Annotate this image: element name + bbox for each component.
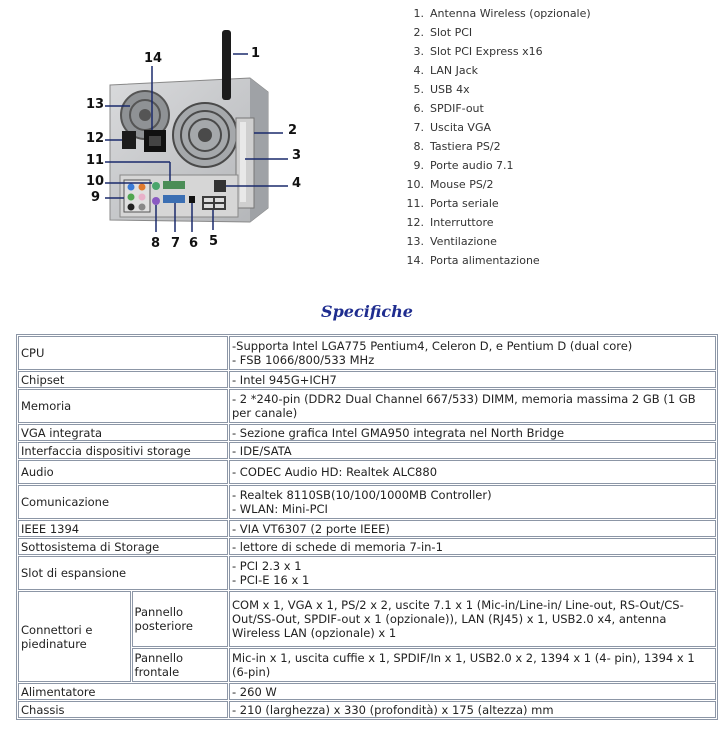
callout-label: 14	[144, 51, 163, 66]
table-row	[18, 520, 716, 537]
callout-label: 10	[86, 174, 105, 189]
spec-value: - Realtek 8110SB(10/100/1000MB Controller) - WLAN: Mini-PCI	[229, 485, 716, 519]
table-row	[18, 389, 716, 423]
callout-label: 4	[292, 176, 302, 191]
callout-label: 13	[86, 97, 105, 112]
legend-item: 8. Tastiera PS/2	[413, 140, 501, 153]
legend-item: 2. Slot PCI	[413, 26, 473, 39]
spec-value: - lettore di schede di memoria 7-in-1	[229, 538, 716, 555]
spec-table	[16, 334, 718, 720]
table-row	[18, 460, 716, 484]
table-row	[18, 424, 716, 441]
callout-label: 11	[86, 153, 105, 168]
rear-panel-figure	[0, 0, 724, 280]
spec-value: Mic-in x 1, uscita cuffie x 1, SPDIF/In x 1, USB2.0 x 2, 1394 x 1 (4- pin), 1394 x 1 (6-pin)	[229, 648, 716, 682]
spec-label: Interfaccia dispositivi storage	[18, 442, 228, 459]
spec-label: CPU	[18, 336, 228, 370]
spec-value: - IDE/SATA	[229, 442, 716, 459]
spec-label: Chassis	[18, 701, 228, 718]
callout-label: 2	[288, 123, 298, 138]
vga-port-icon	[163, 195, 185, 203]
legend-item: 14. Porta alimentazione	[406, 254, 540, 267]
legend-item: 6. SPDIF-out	[413, 102, 484, 115]
spec-value: - PCI 2.3 x 1 - PCI-E 16 x 1	[229, 556, 716, 590]
table-row	[18, 371, 716, 388]
spec-label: Sottosistema di Storage	[18, 538, 228, 555]
table-row	[18, 485, 716, 519]
spec-label: Chipset	[18, 371, 228, 388]
table-row	[18, 683, 716, 700]
legend-item: 12. Interruttore	[406, 216, 494, 229]
legend-item: 7. Uscita VGA	[413, 121, 492, 134]
power-switch-icon	[122, 131, 136, 149]
ps2-mouse-icon	[152, 182, 160, 190]
spec-value: - CODEC Audio HD: Realtek ALC880	[229, 460, 716, 484]
spec-value: - 260 W	[229, 683, 716, 700]
spec-label: Alimentatore	[18, 683, 228, 700]
table-row	[18, 591, 716, 647]
spec-sublabel: Pannello posteriore	[132, 591, 228, 647]
legend-item: 10. Mouse PS/2	[406, 178, 494, 191]
spec-value: - Sezione grafica Intel GMA950 integrata nel North Bridge	[229, 424, 716, 441]
table-row	[18, 556, 716, 590]
spec-value: - 210 (larghezza) x 330 (profondità) x 175 (altezza) mm	[229, 701, 716, 718]
rear-panel-illustration	[0, 0, 400, 280]
antenna-icon	[222, 30, 231, 100]
spec-label: Slot di espansione	[18, 556, 228, 590]
section-title: Specifiche	[321, 302, 413, 321]
callout-label: 1	[251, 46, 261, 61]
callout-label: 9	[91, 190, 101, 205]
spec-label: Connettori e piedinature	[18, 591, 131, 682]
legend-item: 11. Porta seriale	[406, 197, 499, 210]
component-legend	[400, 4, 591, 270]
spdif-port-icon	[189, 196, 195, 203]
spec-label: IEEE 1394	[18, 520, 228, 537]
legend-item: 3. Slot PCI Express x16	[413, 45, 543, 58]
table-row	[18, 701, 716, 718]
spec-value: - 2 *240-pin (DDR2 Dual Channel 667/533) DIMM, memoria massima 2 GB (1 GB per canale)	[229, 389, 716, 423]
callout-label: 5	[209, 234, 219, 249]
legend-item: 9. Porte audio 7.1	[413, 159, 514, 172]
spec-label: VGA integrata	[18, 424, 228, 441]
spec-value: - Intel 945G+ICH7	[229, 371, 716, 388]
spec-value: - VIA VT6307 (2 porte IEEE)	[229, 520, 716, 537]
callout-label: 6	[189, 236, 199, 251]
callout-label: 8	[151, 236, 161, 251]
callout-label: 7	[171, 236, 181, 251]
lan-port-icon	[214, 180, 226, 192]
serial-port-icon	[163, 181, 185, 189]
spec-label: Audio	[18, 460, 228, 484]
spec-label: Comunicazione	[18, 485, 228, 519]
ps2-keyboard-icon	[152, 197, 160, 205]
legend-item: 1. Antenna Wireless (opzionale)	[413, 7, 591, 20]
legend-item: 5. USB 4x	[413, 83, 470, 96]
table-row	[18, 442, 716, 459]
table-row	[18, 538, 716, 555]
legend-item: 13. Ventilazione	[406, 235, 497, 248]
spec-sublabel: Pannello frontale	[132, 648, 228, 682]
legend-item: 4. LAN Jack	[413, 64, 479, 77]
table-row	[18, 336, 716, 370]
spec-value: -Supporta Intel LGA775 Pentium4, Celeron D, e Pentium D (dual core) - FSB 1066/800/533 MHz	[229, 336, 716, 370]
spec-label: Memoria	[18, 389, 228, 423]
callout-label: 3	[292, 148, 302, 163]
spec-value: COM x 1, VGA x 1, PS/2 x 2, uscite 7.1 x 1 (Mic-in/Line-in/ Line-out, RS-Out/CS-Out/SS-Out, SPDIF-out x 1 (opzionale)), LAN (RJ45) x 1, USB2.0 x4, antenna Wireless LAN (opzionale) x 1	[229, 591, 716, 647]
callout-label: 12	[86, 131, 105, 146]
